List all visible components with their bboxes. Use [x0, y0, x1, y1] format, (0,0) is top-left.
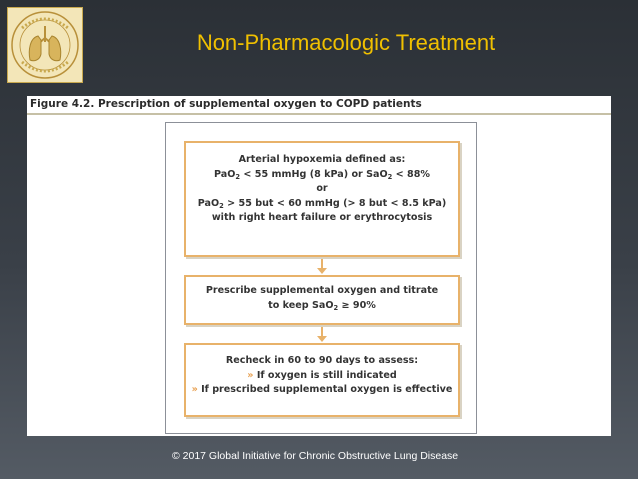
subscript-2: 2	[235, 172, 241, 181]
bullet-icon: »	[191, 384, 198, 395]
recheck-item-1-text: If oxygen is still indicated	[256, 369, 397, 381]
recheck-item-2	[186, 383, 458, 398]
prescribe-sao2-label: to keep SaO	[268, 299, 334, 311]
gold-lungs-logo-icon	[8, 8, 82, 82]
prescribe-line-2	[186, 299, 458, 314]
criteria-line-3: with right heart failure or erythrocytosis	[211, 212, 433, 223]
figure-panel	[27, 96, 611, 436]
figure-title-divider	[27, 113, 611, 115]
copyright-footer: © 2017 Global Initiative for Chronic Obstructive Lung Disease	[172, 450, 459, 462]
flow-arrow-2	[321, 327, 323, 337]
flowchart-frame	[165, 122, 477, 434]
subscript-2: 2	[333, 303, 339, 312]
figure-title: Figure 4.2. Prescription of supplemental oxygen to COPD patients	[30, 98, 422, 110]
flowchart-box-hypoxemia-criteria	[184, 141, 460, 257]
subscript-2: 2	[219, 201, 224, 210]
subscript-2: 2	[387, 172, 393, 181]
criteria-sao2-text: < 88%	[392, 168, 431, 180]
gold-logo	[7, 7, 83, 83]
recheck-item-2-text: If prescribed supplemental oxygen is effective	[201, 384, 453, 395]
flowchart-box-prescribe-oxygen	[184, 275, 460, 325]
criteria-pao2-label: PaO	[197, 197, 220, 209]
criteria-line-2	[186, 197, 458, 212]
flowchart-box-recheck	[184, 343, 460, 417]
prescribe-line-1: Prescribe supplemental oxygen and titrate	[205, 285, 439, 296]
recheck-item-1	[186, 369, 458, 384]
prescribe-target: ≥ 90%	[338, 299, 376, 311]
slide-title: Non-Pharmacologic Treatment	[196, 30, 496, 55]
criteria-or: or	[316, 183, 328, 194]
bullet-icon: »	[247, 369, 254, 381]
criteria-pao2-text: < 55 mmHg (8 kPa) or SaO	[240, 168, 388, 180]
recheck-heading: Recheck in 60 to 90 days to assess:	[225, 355, 419, 366]
criteria-line-1	[186, 168, 458, 183]
flow-arrow-1	[321, 259, 323, 269]
criteria-pao2-label: PaO	[213, 168, 236, 180]
criteria-range-text: > 55 but < 60 mmHg (> 8 but < 8.5 kPa)	[223, 197, 447, 209]
criteria-heading: Arterial hypoxemia defined as:	[238, 154, 406, 165]
